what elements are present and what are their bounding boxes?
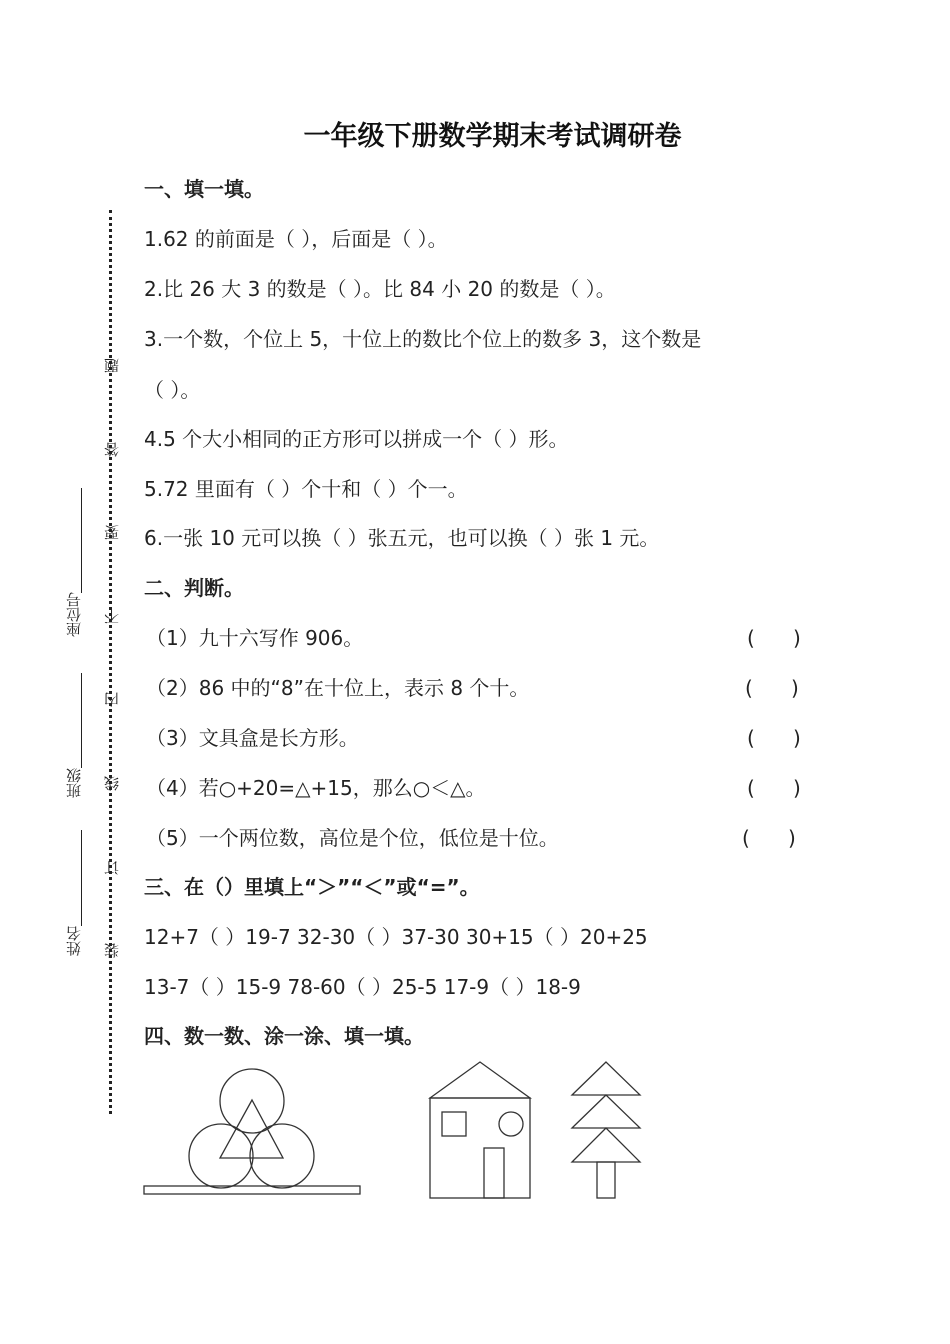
question-5: 5.72 里面有（ ）个十和（ ）个一。 bbox=[144, 477, 468, 501]
question-3-line-1: 3.一个数，个位上 5，十位上的数比个位上的数多 3，这个数是 bbox=[144, 327, 702, 351]
tree-triangle-shape bbox=[572, 1062, 640, 1095]
tree-triangle-shape bbox=[572, 1128, 640, 1162]
triangle-shape bbox=[220, 1100, 283, 1158]
name-label: 姓名 bbox=[65, 926, 83, 956]
judge-answer-blank[interactable]: ( ) bbox=[747, 726, 801, 750]
judge-answer-blank[interactable]: ( ) bbox=[742, 826, 796, 850]
tree-trunk-rectangle bbox=[597, 1162, 615, 1198]
judge-item: （4）若○+20=△+15，那么○＜△。 bbox=[146, 776, 486, 800]
circles-triangle-figure bbox=[140, 1060, 370, 1202]
binding-dotted-line bbox=[109, 210, 112, 1114]
section-1-heading: 一、填一填。 bbox=[144, 177, 264, 201]
rectangle-bar-shape bbox=[144, 1186, 360, 1194]
margin-warning-char: 装 bbox=[103, 943, 121, 958]
section-4-heading: 四、数一数、涂一涂、填一填。 bbox=[144, 1024, 424, 1048]
tree-triangle-shape bbox=[572, 1095, 640, 1128]
compare-row-2: 13-7（ ）15-9 78-60（ ）25-5 17-9（ ）18-9 bbox=[144, 975, 581, 999]
margin-warning-char: 订 bbox=[103, 860, 121, 875]
house-figure bbox=[426, 1058, 536, 1202]
margin-warning-char: 线 bbox=[103, 776, 121, 791]
judge-answer-blank[interactable]: ( ) bbox=[747, 776, 801, 800]
question-2: 2.比 26 大 3 的数是（ ）。比 84 小 20 的数是（ ）。 bbox=[144, 277, 616, 301]
door-rectangle-shape bbox=[484, 1148, 504, 1198]
page-title: 一年级下册数学期末考试调研卷 bbox=[303, 121, 682, 152]
seat-number-label: 座位号 bbox=[65, 592, 83, 637]
name-blank[interactable] bbox=[81, 830, 82, 926]
margin-warning-char: 不 bbox=[103, 609, 121, 624]
judge-answer-blank[interactable]: ( ) bbox=[747, 626, 801, 650]
question-6: 6.一张 10 元可以换（ ）张五元，也可以换（ ）张 1 元。 bbox=[144, 526, 660, 550]
judge-item: （3）文具盒是长方形。 bbox=[146, 726, 359, 750]
judge-item: （2）86 中的“8”在十位上，表示 8 个十。 bbox=[146, 676, 530, 700]
section-3-heading: 三、在（）里填上“＞”“＜”或“=”。 bbox=[144, 875, 480, 899]
class-label: 班级 bbox=[65, 768, 83, 798]
judge-item: （1）九十六写作 906。 bbox=[146, 626, 364, 650]
question-3-line-2: （ ）。 bbox=[144, 378, 201, 402]
window-circle-shape bbox=[499, 1112, 523, 1136]
class-blank[interactable] bbox=[81, 673, 82, 768]
question-1: 1.62 的前面是（ ），后面是（ ）。 bbox=[144, 227, 448, 251]
section-2-heading: 二、判断。 bbox=[144, 576, 244, 600]
margin-warning-char: 题 bbox=[103, 358, 121, 373]
roof-triangle-shape bbox=[430, 1062, 530, 1098]
margin-warning-char: 要 bbox=[103, 525, 121, 540]
judge-item: （5）一个两位数，高位是个位，低位是十位。 bbox=[146, 826, 559, 850]
seat-number-blank[interactable] bbox=[81, 488, 82, 593]
margin-warning-char: 内 bbox=[103, 692, 121, 707]
margin-warning-char: 答 bbox=[103, 442, 121, 457]
compare-row-1: 12+7（ ）19-7 32-30（ ）37-30 30+15（ ）20+25 bbox=[144, 925, 648, 949]
tree-figure bbox=[568, 1058, 648, 1202]
judge-answer-blank[interactable]: ( ) bbox=[745, 676, 799, 700]
question-4: 4.5 个大小相同的正方形可以拼成一个（ ）形。 bbox=[144, 427, 569, 451]
window-square-shape bbox=[442, 1112, 466, 1136]
